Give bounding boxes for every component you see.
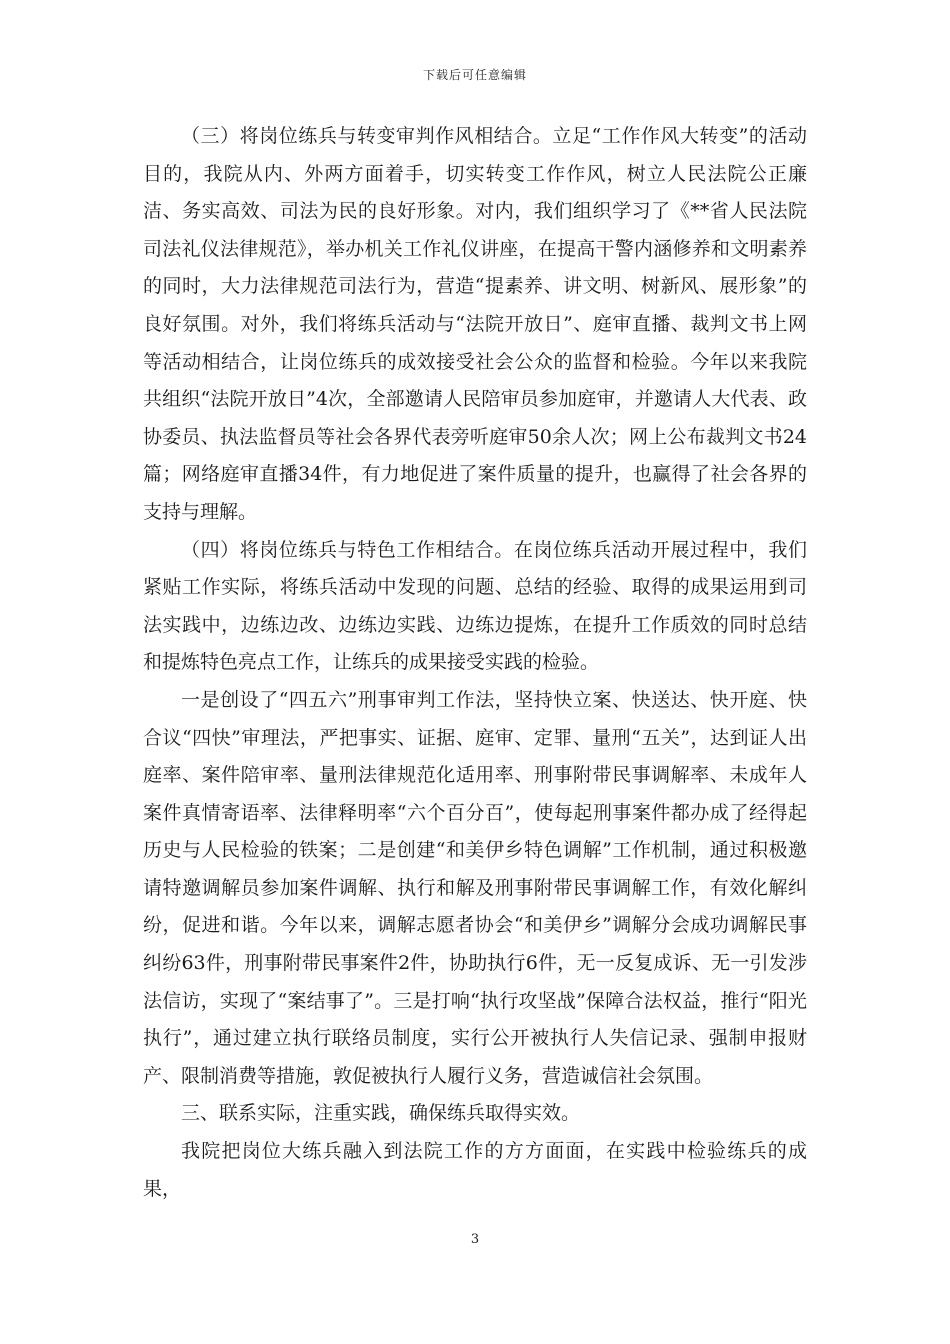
document-body xyxy=(143,118,807,1208)
page-number: 3 xyxy=(470,1232,480,1247)
paragraph-specific-measures: 一是创设了“四五六”刑事审判工作法，坚持快立案、快送达、快开庭、快合议“四快”审理法，严把事实、证据、庭审、定罪、量刑“五关”，达到证人出庭率、案件陪审率、量刑法律规范化适用率、刑事附带民事调解率、未成年人案件真情寄语率、法律释明率“六个百分百”，使每起刑事案件都办成了经得起历史与人民检验的铁案；二是创建“和美伊乡特色调解”工作机制，通过积极邀请特邀调解员参加案件调解、执行和解及刑事附带民事调解工作，有效化解纠纷，促进和谐。今年以来，调解志愿者协会“和美伊乡”调解分会成功调解民事纠纷63件，刑事附带民事案件2件，协助执行6件，无一反复成诉、无一引发涉法信访，实现了“案结事了”。三是打响“执行攻坚战”保障合法权益，推行“阳光执行”，通过建立执行联络员制度，实行公开被执行人失信记录、强制申报财产、限制消费等措施，敦促被执行人履行义务，营造诚信社会氛围。 xyxy=(143,688,807,1087)
paragraph-section-three: （三）将岗位练兵与转变审判作风相结合。立足“工作作风大转变”的活动目的，我院从内、外两方面着手，切实转变工作作风，树立人民法院公正廉洁、务实高效、司法为民的良好形象。对内，我们组织学习了《**省人民法院司法礼仪法律规范》，举办机关工作礼仪讲座，在提高干警内涵修养和文明素养的同时，大力法律规范司法行为，营造“提素养、讲文明、树新风、展形象”的良好氛围。对外，我们将练兵活动与“法院开放日”、庭审直播、裁判文书上网等活动相结合，让岗位练兵的成效接受社会公众的监督和检验。今年以来我院共组织“法院开放日”4次，全部邀请人民陪审员参加庭审，并邀请人大代表、政协委员、执法监督员等社会各界代表旁听庭审50余人次；网上公布裁判文书24篇；网络庭审直播34件，有力地促进了案件质量的提升，也赢得了社会各界的支持与理解。 xyxy=(143,125,807,523)
paragraph-practice-intro: 我院把岗位大练兵融入到法院工作的方方面面，在实践中检验练兵的成果， xyxy=(143,1140,807,1200)
paragraph-section-four: （四）将岗位练兵与特色工作相结合。在岗位练兵活动开展过程中，我们紧贴工作实际，将练兵活动中发现的问题、总结的经验、取得的成果运用到司法实践中，边练边改、边练边实践、边练边提炼，在提升工作质效的同时总结和提炼特色亮点工作，让练兵的成果接受实践的检验。 xyxy=(143,538,807,674)
section-heading-three: 三、联系实际，注重实践，确保练兵取得实效。 xyxy=(181,1102,581,1125)
page-header: 下载后可任意编辑 xyxy=(422,68,527,82)
